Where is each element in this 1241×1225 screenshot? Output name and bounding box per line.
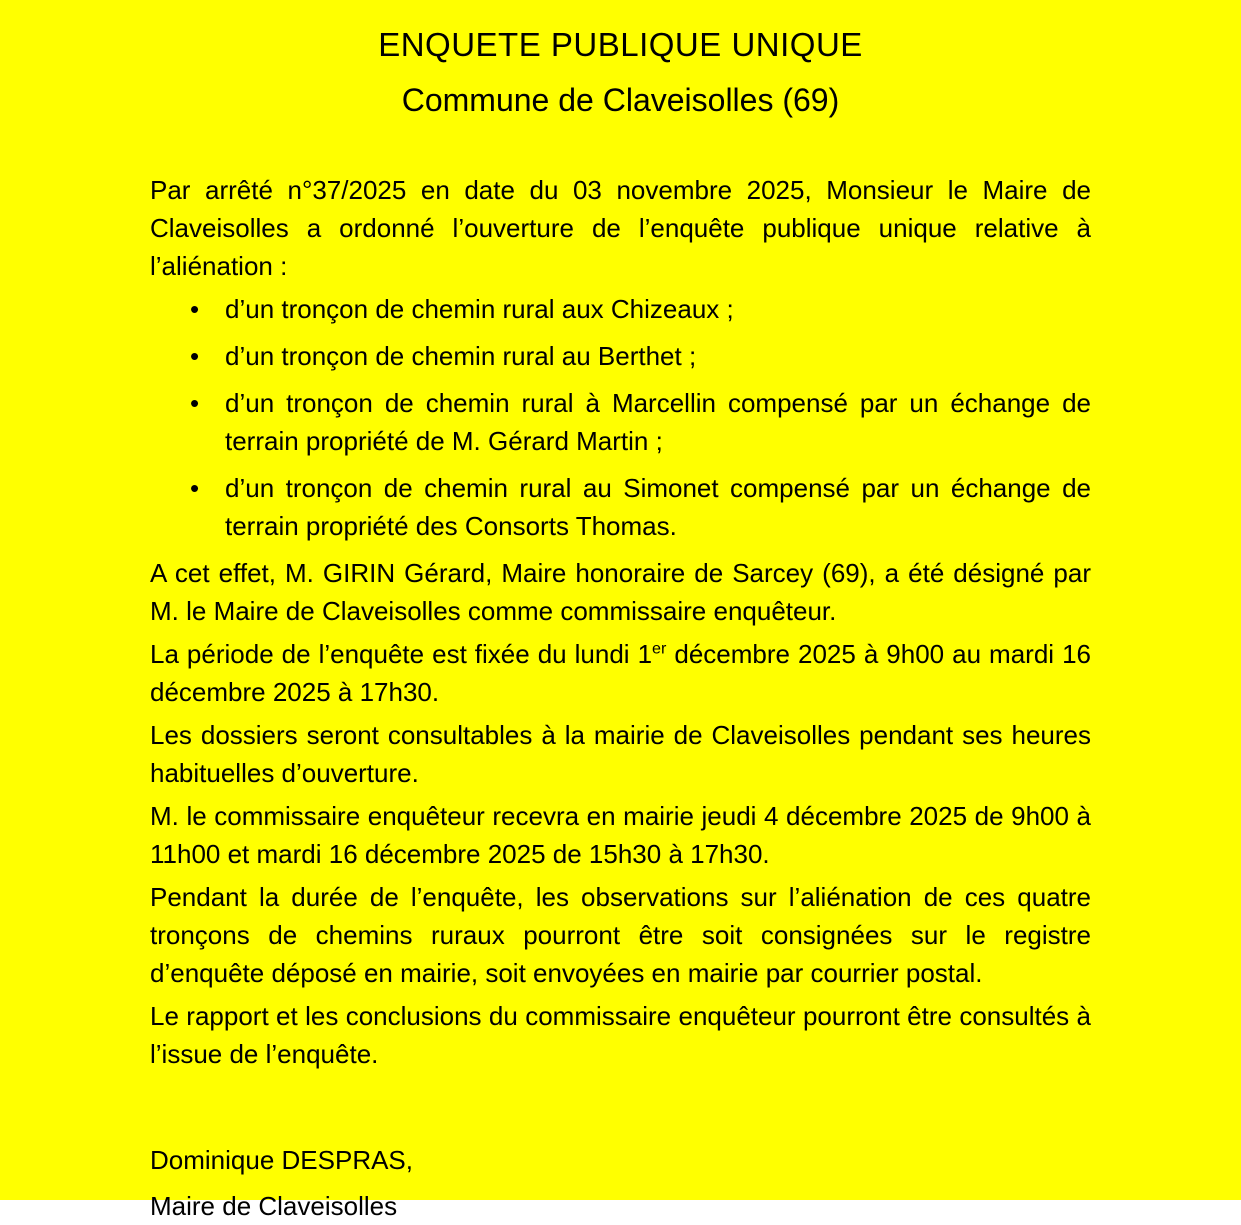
- text-run: décembre 2025 à 9h00 au mardi 16 décembre 2025 à 17h30.: [150, 639, 1091, 707]
- text-run: Le rapport et les conclusions du commissaire enquêteur pourront être consultés à l’issue de l’enquête.: [150, 1001, 1091, 1069]
- text-run: d’un tronçon de chemin rural à Marcellin compensé par un échange de terrain propriété de M. Gérard Martin ;: [225, 388, 1091, 456]
- text-run: Par arrêté n°37/2025 en date du 03 novembre 2025, Monsieur le Maire de Claveisolles a ordonné l’ouverture de l’enquête publique unique relative à l’aliénation :: [150, 175, 1091, 281]
- text-run: d’un tronçon de chemin rural aux Chizeaux ;: [225, 294, 734, 324]
- text-run: La période de l’enquête est fixée du lundi 1: [150, 639, 653, 669]
- text-run: d’un tronçon de chemin rural au Berthet ;: [225, 341, 697, 371]
- paragraph: [150, 878, 1091, 992]
- bullet-icon: •: [190, 294, 200, 324]
- text-run: Les dossiers seront consultables à la mairie de Claveisolles pendant ses heures habituelles d’ouverture.: [150, 720, 1091, 788]
- superscript-text: er: [652, 639, 667, 658]
- paragraph: [150, 997, 1091, 1073]
- bullet-item: [150, 469, 1091, 545]
- bullet-item: [150, 337, 1091, 375]
- signature-line: [150, 1187, 1091, 1225]
- text-run: d’un tronçon de chemin rural au Simonet compensé par un échange de terrain propriété des Consorts Thomas.: [225, 473, 1091, 541]
- text-run: A cet effet, M. GIRIN Gérard, Maire honoraire de Sarcey (69), a été désigné par M. le Maire de Claveisolles comme commissaire enquêteur.: [150, 558, 1091, 626]
- paragraph: [150, 797, 1091, 873]
- bullet-item: [150, 384, 1091, 460]
- paragraph: [150, 171, 1091, 285]
- bullet-item: [150, 290, 1091, 328]
- text-run: Maire de Claveisolles: [150, 1191, 398, 1221]
- document-subtitle: Commune de Claveisolles (69): [401, 82, 840, 118]
- paragraph: [150, 635, 1091, 711]
- bullet-icon: •: [190, 341, 200, 371]
- paragraph: [150, 716, 1091, 792]
- document-body: [150, 171, 1091, 1225]
- signature-line: [150, 1141, 1091, 1179]
- document-title: ENQUETE PUBLIQUE UNIQUE: [378, 26, 863, 63]
- paragraph: [150, 554, 1091, 630]
- bullet-icon: •: [190, 473, 200, 503]
- text-run: Dominique DESPRAS,: [150, 1145, 413, 1175]
- text-run: Pendant la durée de l’enquête, les observations sur l’aliénation de ces quatre tronçons de chemins ruraux pourront être soit consignées sur le registre d’enquête déposé en mairie, soit envoyées en mairie par courrier postal.: [150, 882, 1091, 988]
- text-run: M. le commissaire enquêteur recevra en mairie jeudi 4 décembre 2025 de 9h00 à 11h00 et mardi 16 décembre 2025 de 15h30 à 17h30.: [150, 801, 1091, 869]
- bullet-icon: •: [190, 388, 200, 418]
